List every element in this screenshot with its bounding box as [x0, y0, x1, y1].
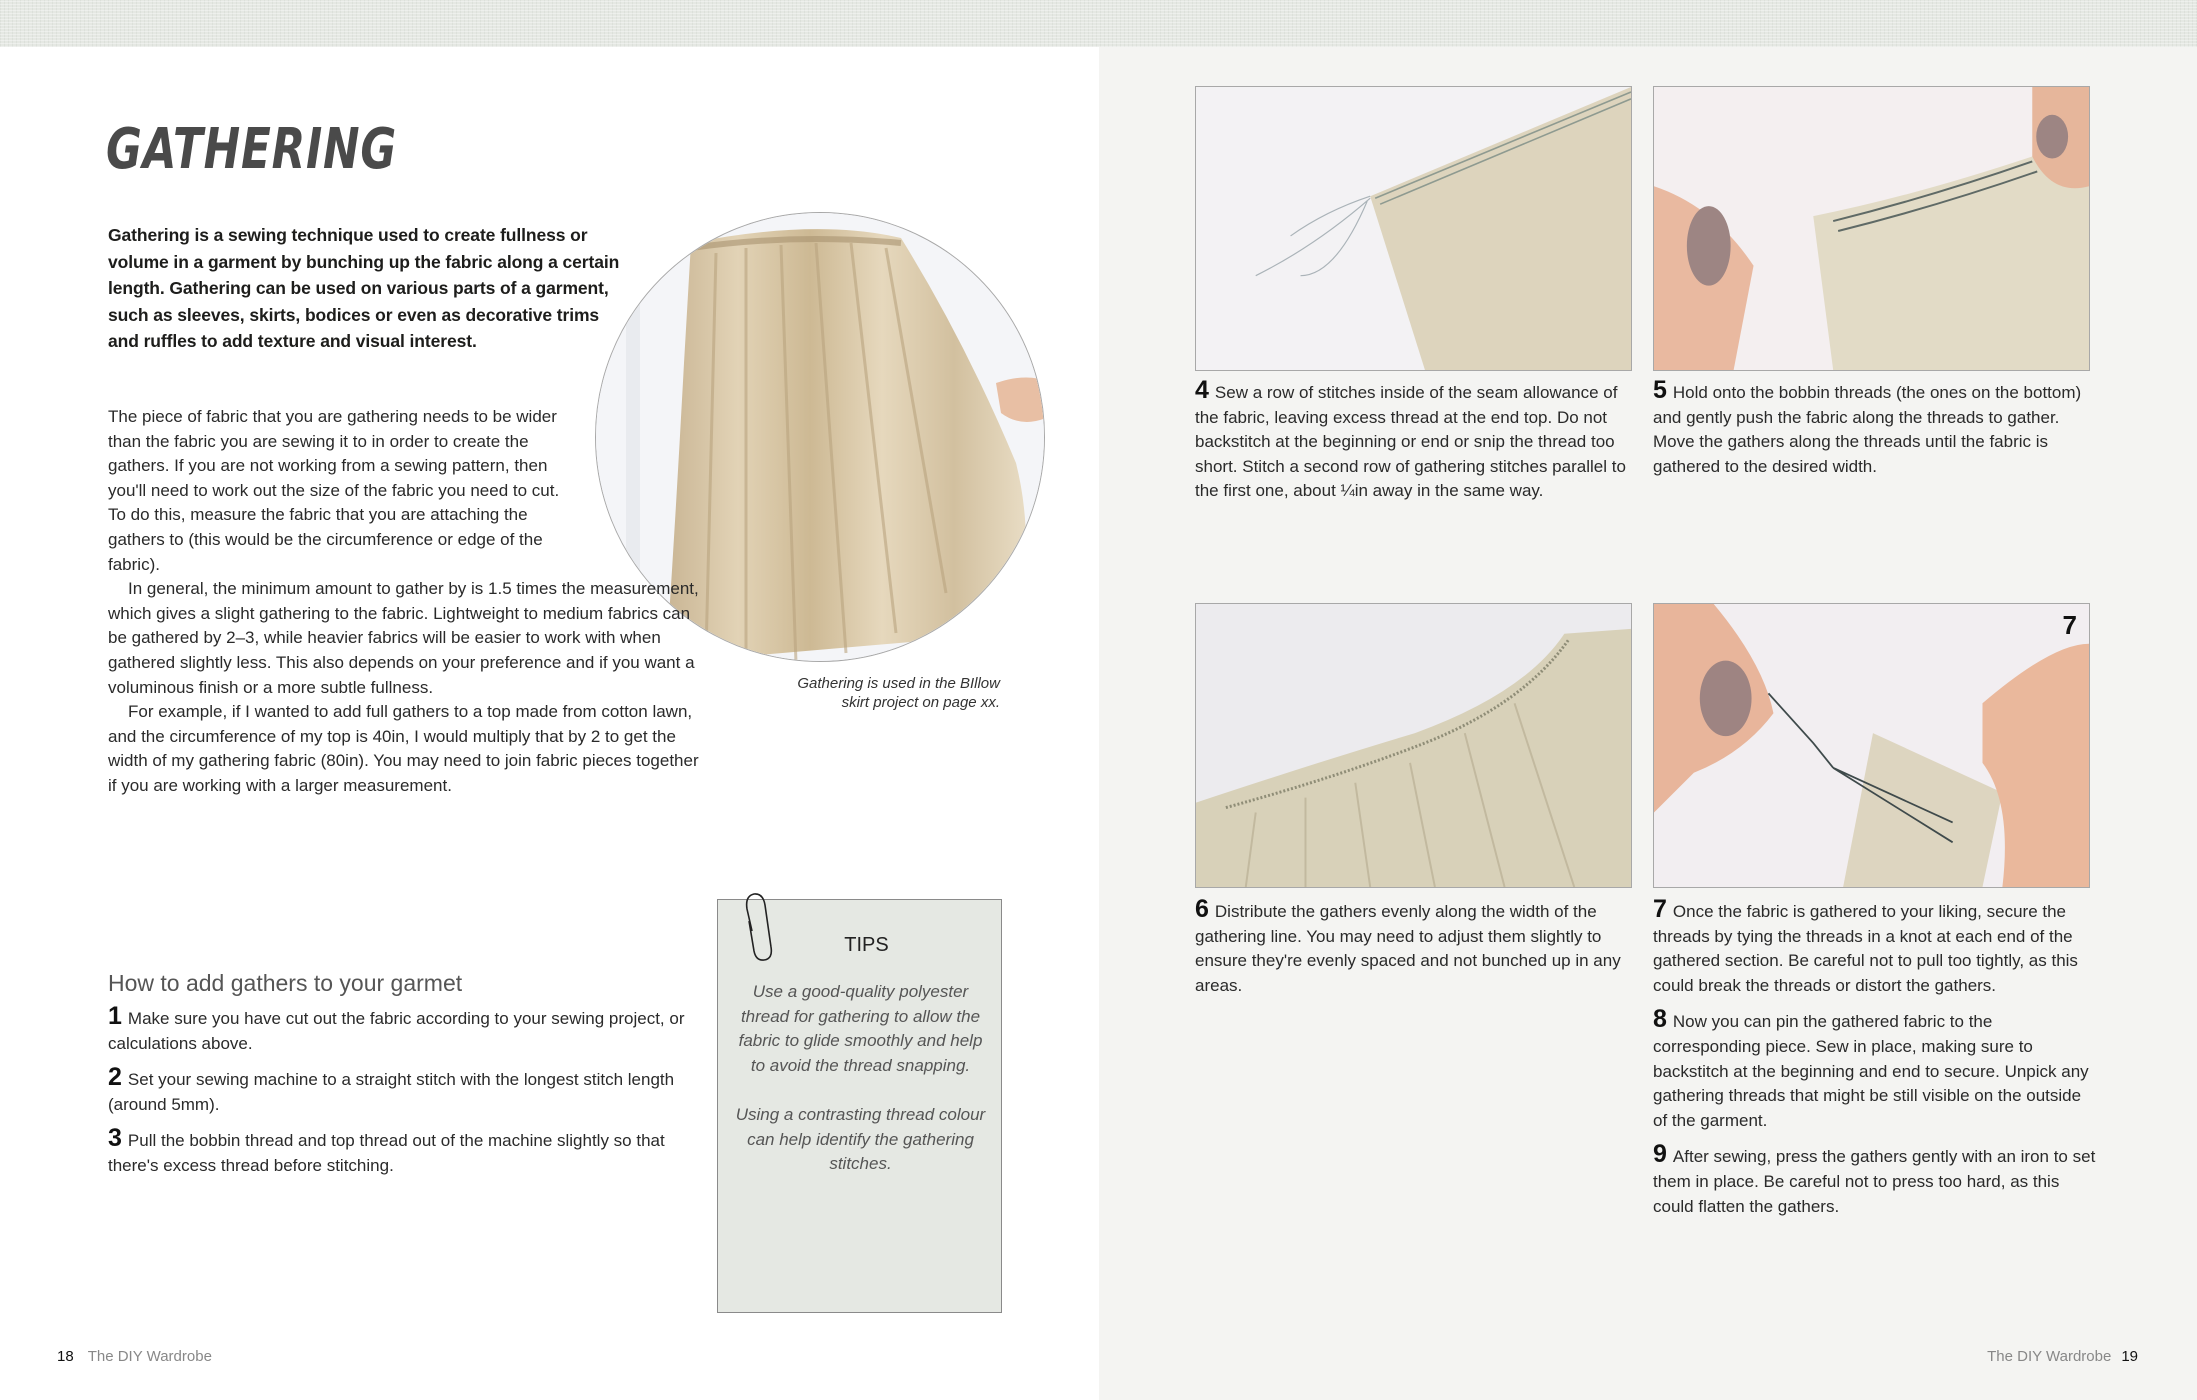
- page-number: 19: [2121, 1348, 2138, 1365]
- intro-paragraph: Gathering is a sewing technique used to create fullness or volume in a garment by bunching up the fabric along a certain length. Gathering can be used on various parts of a garment, such as sleeves, skirts, bodices or even as decorative trims and ruffles to add texture and visual interest.: [108, 225, 620, 352]
- step-8: [1653, 1005, 2098, 1133]
- step-4: [1195, 376, 1635, 504]
- step-number: 8: [1653, 1005, 1667, 1034]
- step-text: Hold onto the bobbin threads (the ones on the bottom) and gently push the fabric along the threads to gather. Move the gathers along the threads until the fabric is gathered to the desired width.: [1653, 383, 2082, 476]
- gathered-fabric-image-icon: [1196, 604, 1631, 887]
- tying-threads-image-icon: [1654, 604, 2089, 887]
- step-text: Once the fabric is gathered to your liking, secure the threads by tying the threads in a knot at each end of the gathered section. Be careful not to pull too tightly, as this could break the threads or distort the gathers.: [1653, 902, 2078, 995]
- step-number: 6: [1195, 895, 1209, 923]
- page-number: 18: [57, 1348, 74, 1365]
- howto-heading: How to add gathers to your garmet: [108, 970, 463, 996]
- tips-title: TIPS: [844, 934, 889, 956]
- step-3: [108, 1124, 708, 1178]
- step-4-photo: [1195, 86, 1632, 371]
- step-text: Make sure you have cut out the fabric according to your sewing project, or calculations above.: [108, 1009, 685, 1053]
- fabric-stitching-image-icon: [1196, 87, 1631, 370]
- step-6-photo: [1195, 603, 1632, 888]
- body-paragraph: In general, the minimum amount to gather by is 1.5 times the measurement, which gives a slight gathering to the fabric. Lightweight to medium fabrics can be gathered by 2–3, while heavier fabrics will be easier to work with when gathered slightly less. This also depends on your preference and if you want a voluminous finish or a more subtle fullness.: [108, 579, 699, 697]
- step-text: Sew a row of stitches inside of the seam allowance of the fabric, leaving excess thread at the end top. Do not backstitch at the beginning or end or snip the thread too short. Stitch a second row of gathering stitches parallel to the first one, about ¼in away in the same way.: [1195, 383, 1626, 501]
- step-number: 1: [108, 1002, 122, 1030]
- tips-body: [732, 980, 989, 1177]
- step-1: [108, 1002, 708, 1056]
- step-number: 7: [1653, 895, 1667, 923]
- book-title: The DIY Wardrobe: [87, 1348, 212, 1365]
- step-5: [1653, 376, 2098, 479]
- step-7-photo: [1653, 603, 2090, 888]
- tip-item: Use a good-quality polyester thread for gathering to allow the fabric to glide smoothly and help to avoid the thread snapping.: [738, 982, 983, 1075]
- step-6: [1195, 895, 1635, 998]
- step-text: Distribute the gathers evenly along the width of the gathering line. You may need to adjust them slightly to ensure they're evenly spaced and not bunched up in any areas.: [1195, 902, 1621, 995]
- step-5-photo: [1653, 86, 2090, 371]
- step-text: Set your sewing machine to a straight stitch with the longest stitch length (around 5mm).: [108, 1070, 675, 1114]
- step-6-block: [1195, 895, 1635, 1009]
- steps-7-9-block: [1653, 895, 2098, 1230]
- step-number: 2: [108, 1063, 122, 1092]
- step-number: 4: [1195, 376, 1209, 404]
- step-number: 9: [1653, 1140, 1667, 1169]
- body-paragraph: For example, if I wanted to add full gathers to a top made from cotton lawn, and the circumference of my top is 40in, I would multiply that by 2 to get the width of my gathering fabric (80in). You may need to join fabric pieces together if you are working with a larger measurement.: [108, 702, 699, 795]
- paperclip-icon: [744, 891, 774, 963]
- image-caption: Gathering is used in the BIllow skirt project on page xx.: [797, 675, 1000, 711]
- footer-left: [57, 1348, 212, 1365]
- step-number: 5: [1653, 376, 1667, 404]
- howto-steps-list: [108, 1002, 708, 1190]
- step-text: Pull the bobbin thread and top thread out of the machine slightly so that there's excess thread before stitching.: [108, 1131, 665, 1175]
- top-texture-band: [0, 0, 2197, 47]
- step-7: [1653, 895, 2098, 998]
- step-4-block: [1195, 376, 1635, 515]
- pushing-gathers-image-icon: [1654, 87, 2089, 370]
- step-text: After sewing, press the gathers gently with an iron to set them in place. Be careful not to press too hard, as this could flatten the gathers.: [1653, 1147, 2096, 1216]
- body-paragraph: The piece of fabric that you are gathering needs to be wider than the fabric you are sewing it to in order to create the gathers. If you are not working from a sewing pattern, then you'll need to work out the size of the fabric you need to cut. To do this, measure the fabric that you are attaching the gathers to (this would be the circumference or edge of the fabric).: [108, 407, 560, 574]
- step-text: Now you can pin the gathered fabric to the corresponding piece. Sew in place, making sure to backstitch at the beginning and end to secure. Unpick any gathering threads that might be still visible on the outside of the garment.: [1653, 1012, 2089, 1130]
- book-title: The DIY Wardrobe: [1987, 1348, 2112, 1365]
- step-9: [1653, 1140, 2098, 1219]
- footer-right: [1987, 1348, 2138, 1365]
- photo-step-label: 7: [2062, 610, 2077, 640]
- page-title: GATHERING: [106, 117, 397, 182]
- body-text: [108, 405, 708, 799]
- step-2: [108, 1063, 708, 1117]
- tip-item: Using a contrasting thread colour can help identify the gathering stitches.: [735, 1104, 986, 1174]
- step-5-block: [1653, 376, 2098, 490]
- step-number: 3: [108, 1124, 122, 1153]
